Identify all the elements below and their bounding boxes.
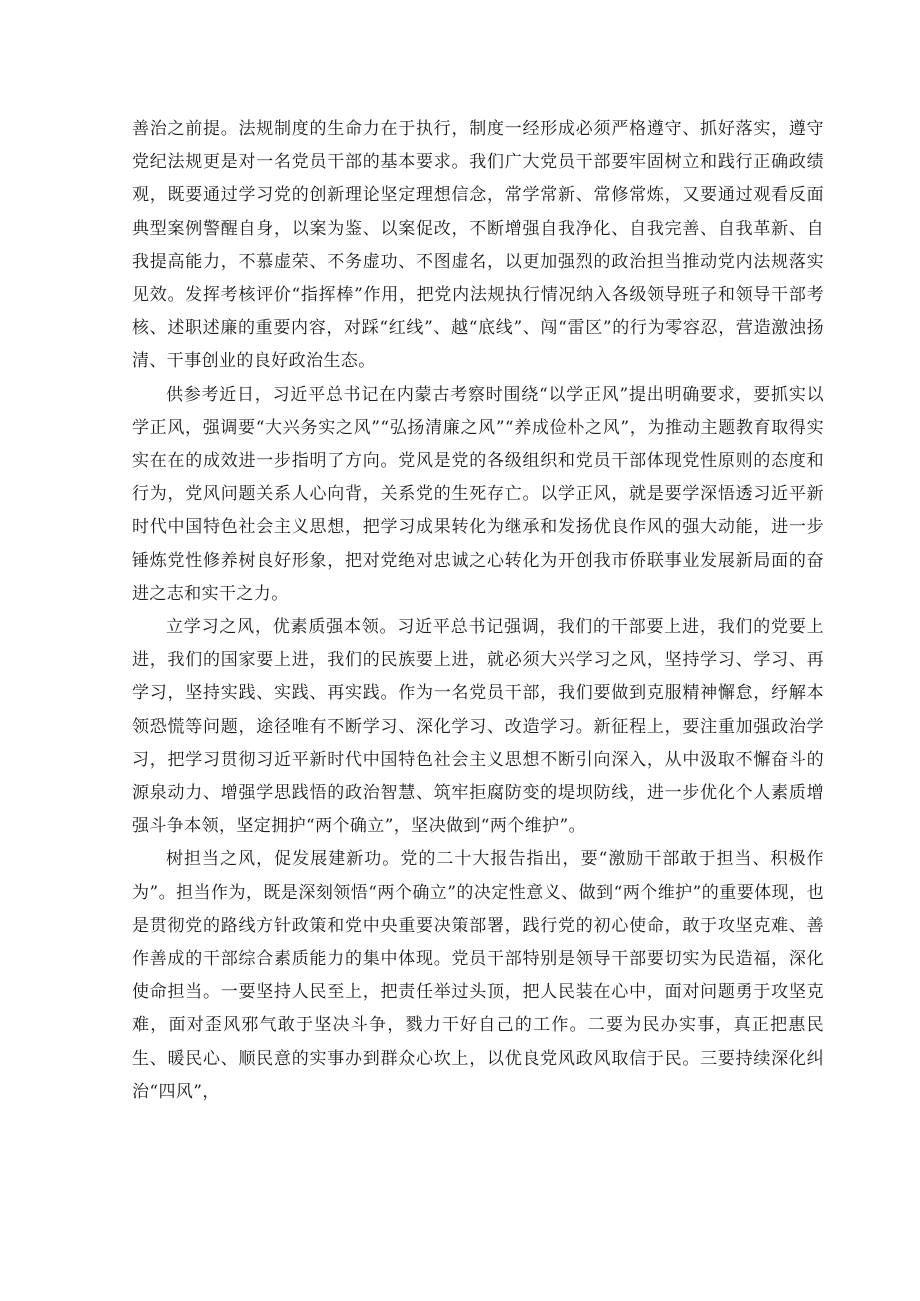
paragraph-1: 善治之前提。法规制度的生命力在于执行，制度一经形成必须严格遵守、抓好落实，遵守党纪法规更是对一名党员干部的基本要求。我们广大党员干部要牢固树立和践行正确政绩观，既要通过学习党的创新理论坚定理想信念，常学常新、常修常炼，又要通过观看反面典型案例警醒自身，以案为鉴、以案促改，不断增强自我净化、自我完善、自我革新、自我提高能力，不慕虚荣、不务虚功、不图虚名，以更加强烈的政治担当推动党内法规落实见效。发挥考核评价“指挥棒”作用，把党内法规执行情况纳入各级领导班子和领导干部考核、述职述廉的重要内容，对踩“红线”、越“底线”、闯“雷区”的行为零容忍，营造激浊扬清、干事创业的良好政治生态。 xyxy=(132,119,824,372)
paragraph-2: 供参考近日，习近平总书记在内蒙古考察时围绕“以学正风”提出明确要求，要抓实以学正风，强调要“大兴务实之风”“弘扬清廉之风”“养成俭朴之风”，为推动主题教育取得实实在在的成效进一步指明了方向。党风是党的各级组织和党员干部体现党性原则的态度和行为，党风问题关系人心向背，关系党的生死存亡。以学正风，就是要学深悟透习近平新时代中国特色社会主义思想，把学习成果转化为继承和发扬优良作风的强大动能，进一步锤炼党性修养树良好形象，把对党绝对忠诚之心转化为开创我市侨联事业发展新局面的奋进之志和实干之力。 xyxy=(132,384,824,604)
paragraph-3: 立学习之风，优素质强本领。习近平总书记强调，我们的干部要上进，我们的党要上进，我们的国家要上进，我们的民族要上进，就必须大兴学习之风，坚持学习、学习、再学习，坚持实践、实践、再实践。作为一名党员干部，我们要做到克服精神懈怠，纾解本领恐慌等问题，途径唯有不断学习、深化学习、改造学习。新征程上，要注重加强政治学习，把学习贯彻习近平新时代中国特色社会主义思想不断引向深入，从中汲取不懈奋斗的源泉动力、增强学思践悟的政治智慧、筑牢拒腐防变的堤坝防线，进一步优化个人素质增强斗争本领，坚定拥护“两个确立”，坚决做到“两个维护”。 xyxy=(132,617,824,837)
paragraph-4: 树担当之风，促发展建新功。党的二十大报告指出，要“激励干部敢于担当、积极作为”。担当作为，既是深刻领悟“两个确立”的决定性意义、做到“两个维护”的重要体现，也是贯彻党的路线方针政策和党中央重要决策部署，践行党的初心使命，敢于攻坚克难、善作善成的干部综合素质能力的集中体现。党员干部特别是领导干部要切实为民造福，深化使命担当。一要坚持人民至上，把责任举过头顶，把人民装在心中，面对问题勇于攻坚克难，面对歪风邪气敢于坚决斗争，戮力干好自己的工作。二要为民办实事，真正把惠民生、暖民心、顺民意的实事办到群众心坎上，以优良党风政风取信于民。三要持续深化纠治“四风”， xyxy=(132,849,824,1102)
document-body xyxy=(132,113,824,1109)
